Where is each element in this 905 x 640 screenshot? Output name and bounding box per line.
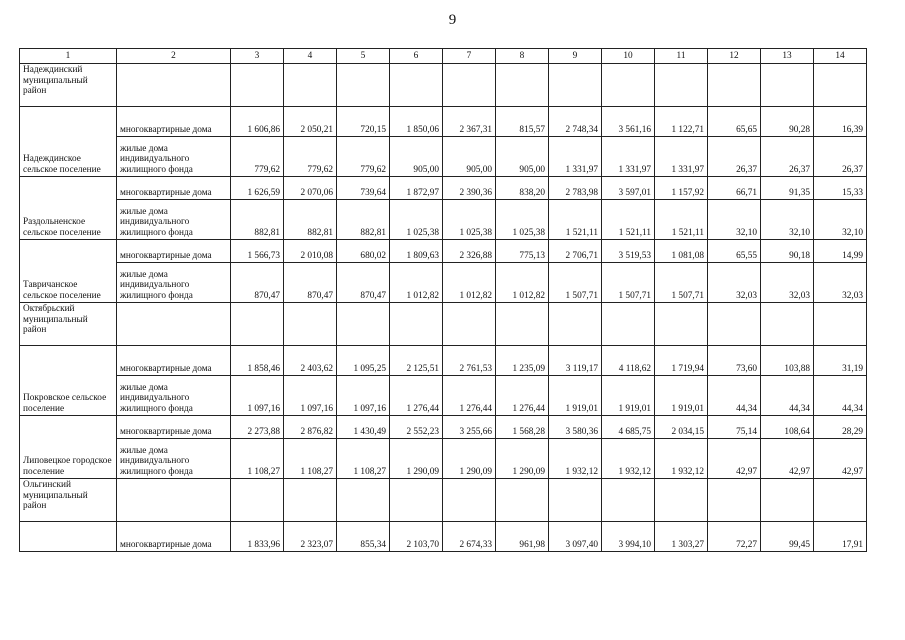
housing-type: многоквартирные дома xyxy=(117,346,231,376)
empty-cell xyxy=(814,64,867,107)
empty-cell xyxy=(231,64,284,107)
table-cell: 1 507,71 xyxy=(602,263,655,303)
table-cell: 882,81 xyxy=(231,200,284,240)
table-cell: 1 932,12 xyxy=(602,439,655,479)
column-header: 8 xyxy=(496,49,549,64)
table-cell: 1 108,27 xyxy=(284,439,337,479)
table-cell: 65,55 xyxy=(708,240,761,263)
table-cell: 16,39 xyxy=(814,107,867,137)
table-cell: 17,91 xyxy=(814,522,867,552)
table-cell: 739,64 xyxy=(337,177,390,200)
column-header: 10 xyxy=(602,49,655,64)
column-header: 12 xyxy=(708,49,761,64)
table-cell: 14,99 xyxy=(814,240,867,263)
table-cell: 1 157,92 xyxy=(655,177,708,200)
table-cell: 1 097,16 xyxy=(337,376,390,416)
housing-type: жилые дома индивидуального жилищного фонда xyxy=(117,439,231,479)
table-cell: 2 273,88 xyxy=(231,416,284,439)
district-name: Ольгинский муниципальный район xyxy=(20,479,117,522)
empty-cell xyxy=(549,64,602,107)
table-cell: 2 748,34 xyxy=(549,107,602,137)
table-cell: 2 761,53 xyxy=(443,346,496,376)
table-cell: 3 561,16 xyxy=(602,107,655,137)
table-cell: 2 390,36 xyxy=(443,177,496,200)
column-header: 7 xyxy=(443,49,496,64)
column-header: 11 xyxy=(655,49,708,64)
empty-cell xyxy=(337,479,390,522)
district-name: Надеждинский муниципальный район xyxy=(20,64,117,107)
table-cell: 1 606,86 xyxy=(231,107,284,137)
table-cell: 32,10 xyxy=(814,200,867,240)
table-cell: 26,37 xyxy=(708,137,761,177)
table-cell: 42,97 xyxy=(708,439,761,479)
table-cell: 2 674,33 xyxy=(443,522,496,552)
table-cell: 1 872,97 xyxy=(390,177,443,200)
column-header: 3 xyxy=(231,49,284,64)
empty-cell xyxy=(496,64,549,107)
table-cell: 1 012,82 xyxy=(443,263,496,303)
column-header: 4 xyxy=(284,49,337,64)
column-header: 2 xyxy=(117,49,231,64)
table-cell: 3 597,01 xyxy=(602,177,655,200)
empty-cell xyxy=(117,64,231,107)
empty-cell xyxy=(761,303,814,346)
housing-type: жилые дома индивидуального жилищного фонда xyxy=(117,376,231,416)
table-row xyxy=(20,416,867,439)
table-cell: 44,34 xyxy=(814,376,867,416)
table-cell: 680,02 xyxy=(337,240,390,263)
table-cell: 882,81 xyxy=(284,200,337,240)
table-cell: 42,97 xyxy=(761,439,814,479)
table-cell: 3 580,36 xyxy=(549,416,602,439)
table-cell: 66,71 xyxy=(708,177,761,200)
table-row xyxy=(20,240,867,263)
table-cell: 1 568,28 xyxy=(496,416,549,439)
table-row xyxy=(20,439,867,479)
empty-cell xyxy=(655,64,708,107)
empty-cell xyxy=(549,303,602,346)
table-cell: 2 103,70 xyxy=(390,522,443,552)
table-cell: 1 276,44 xyxy=(496,376,549,416)
empty-cell xyxy=(602,303,655,346)
table-cell: 961,98 xyxy=(496,522,549,552)
table-cell: 1 521,11 xyxy=(549,200,602,240)
empty-cell xyxy=(549,479,602,522)
table-cell: 1 331,97 xyxy=(602,137,655,177)
table-cell: 2 783,98 xyxy=(549,177,602,200)
table-cell: 3 119,17 xyxy=(549,346,602,376)
table-cell: 99,45 xyxy=(761,522,814,552)
empty-cell xyxy=(708,479,761,522)
table-cell: 2 876,82 xyxy=(284,416,337,439)
table-cell: 2 050,21 xyxy=(284,107,337,137)
table-cell: 90,18 xyxy=(761,240,814,263)
table-cell: 838,20 xyxy=(496,177,549,200)
table-cell: 779,62 xyxy=(337,137,390,177)
table-body xyxy=(20,64,867,552)
housing-type: жилые дома индивидуального жилищного фонда xyxy=(117,263,231,303)
settlement-name: Раздольненское сельское поселение xyxy=(20,177,117,240)
table-cell: 1 095,25 xyxy=(337,346,390,376)
empty-cell xyxy=(443,479,496,522)
table-cell: 2 010,08 xyxy=(284,240,337,263)
table-cell: 2 034,15 xyxy=(655,416,708,439)
table-cell: 108,64 xyxy=(761,416,814,439)
table-cell: 72,27 xyxy=(708,522,761,552)
housing-type: многоквартирные дома xyxy=(117,240,231,263)
table-cell: 1 809,63 xyxy=(390,240,443,263)
table-cell: 15,33 xyxy=(814,177,867,200)
district-row xyxy=(20,479,867,522)
table-cell: 73,60 xyxy=(708,346,761,376)
settlement-name xyxy=(20,522,117,552)
table-cell: 1 507,71 xyxy=(549,263,602,303)
table-cell: 1 932,12 xyxy=(655,439,708,479)
table-cell: 103,88 xyxy=(761,346,814,376)
table-cell: 1 290,09 xyxy=(496,439,549,479)
housing-type: жилые дома индивидуального жилищного фонда xyxy=(117,137,231,177)
empty-cell xyxy=(390,479,443,522)
table-cell: 75,14 xyxy=(708,416,761,439)
table-cell: 32,03 xyxy=(761,263,814,303)
table-cell: 3 255,66 xyxy=(443,416,496,439)
table-cell: 1 025,38 xyxy=(496,200,549,240)
table-row xyxy=(20,263,867,303)
table-cell: 1 290,09 xyxy=(390,439,443,479)
table-cell: 1 507,71 xyxy=(655,263,708,303)
empty-cell xyxy=(117,303,231,346)
empty-cell xyxy=(337,64,390,107)
table-cell: 1 235,09 xyxy=(496,346,549,376)
empty-cell xyxy=(496,479,549,522)
table-cell: 1 097,16 xyxy=(231,376,284,416)
table-cell: 1 521,11 xyxy=(602,200,655,240)
table-cell: 1 521,11 xyxy=(655,200,708,240)
housing-type: многоквартирные дома xyxy=(117,416,231,439)
empty-cell xyxy=(117,479,231,522)
table-row xyxy=(20,137,867,177)
table-cell: 1 108,27 xyxy=(337,439,390,479)
empty-cell xyxy=(337,303,390,346)
empty-cell xyxy=(814,303,867,346)
table-cell: 720,15 xyxy=(337,107,390,137)
table-cell: 44,34 xyxy=(708,376,761,416)
table-cell: 28,29 xyxy=(814,416,867,439)
empty-cell xyxy=(761,64,814,107)
empty-cell xyxy=(390,303,443,346)
table-cell: 26,37 xyxy=(814,137,867,177)
table-cell: 3 097,40 xyxy=(549,522,602,552)
empty-cell xyxy=(284,479,337,522)
table-cell: 1 850,06 xyxy=(390,107,443,137)
column-header: 13 xyxy=(761,49,814,64)
empty-cell xyxy=(761,479,814,522)
table-cell: 2 552,23 xyxy=(390,416,443,439)
table-cell: 42,97 xyxy=(814,439,867,479)
empty-cell xyxy=(655,479,708,522)
table-cell: 1 108,27 xyxy=(231,439,284,479)
table-cell: 1 430,49 xyxy=(337,416,390,439)
table-cell: 32,03 xyxy=(708,263,761,303)
table-cell: 2 403,62 xyxy=(284,346,337,376)
table-row xyxy=(20,200,867,240)
table-row xyxy=(20,346,867,376)
table-cell: 32,10 xyxy=(708,200,761,240)
table-cell: 779,62 xyxy=(284,137,337,177)
table-cell: 1 932,12 xyxy=(549,439,602,479)
district-name: Октябрьский муниципальный район xyxy=(20,303,117,346)
table-cell: 26,37 xyxy=(761,137,814,177)
empty-cell xyxy=(708,303,761,346)
table-row xyxy=(20,177,867,200)
table-row xyxy=(20,376,867,416)
housing-type: многоквартирные дома xyxy=(117,107,231,137)
table-cell: 2 367,31 xyxy=(443,107,496,137)
table-cell: 1 919,01 xyxy=(655,376,708,416)
table-cell: 870,47 xyxy=(284,263,337,303)
table-cell: 815,57 xyxy=(496,107,549,137)
table-cell: 65,65 xyxy=(708,107,761,137)
table-cell: 2 326,88 xyxy=(443,240,496,263)
column-header: 9 xyxy=(549,49,602,64)
table-cell: 1 122,71 xyxy=(655,107,708,137)
table-cell: 1 626,59 xyxy=(231,177,284,200)
table-cell: 1 566,73 xyxy=(231,240,284,263)
settlement-name: Липовецкое городское поселение xyxy=(20,416,117,479)
empty-cell xyxy=(443,303,496,346)
table-cell: 2 125,51 xyxy=(390,346,443,376)
table-cell: 1 919,01 xyxy=(549,376,602,416)
column-header: 14 xyxy=(814,49,867,64)
table-cell: 2 323,07 xyxy=(284,522,337,552)
empty-cell xyxy=(284,303,337,346)
table-cell: 1 012,82 xyxy=(390,263,443,303)
page-number: 9 xyxy=(448,12,457,28)
column-header: 6 xyxy=(390,49,443,64)
table-cell: 4 685,75 xyxy=(602,416,655,439)
table-cell: 1 833,96 xyxy=(231,522,284,552)
empty-cell xyxy=(443,64,496,107)
table-cell: 1 025,38 xyxy=(443,200,496,240)
empty-cell xyxy=(814,479,867,522)
housing-type: многоквартирные дома xyxy=(117,177,231,200)
empty-cell xyxy=(655,303,708,346)
empty-cell xyxy=(231,479,284,522)
column-header: 1 xyxy=(20,49,117,64)
tariff-table xyxy=(19,48,867,552)
table-cell: 4 118,62 xyxy=(602,346,655,376)
table-cell: 90,28 xyxy=(761,107,814,137)
table-cell: 779,62 xyxy=(231,137,284,177)
table-cell: 2 706,71 xyxy=(549,240,602,263)
table-cell: 1 858,46 xyxy=(231,346,284,376)
table-row xyxy=(20,522,867,552)
district-row xyxy=(20,303,867,346)
table-cell: 775,13 xyxy=(496,240,549,263)
table-cell: 870,47 xyxy=(337,263,390,303)
table-cell: 1 290,09 xyxy=(443,439,496,479)
table-cell: 31,19 xyxy=(814,346,867,376)
empty-cell xyxy=(390,64,443,107)
empty-cell xyxy=(231,303,284,346)
table-cell: 870,47 xyxy=(231,263,284,303)
table-cell: 1 276,44 xyxy=(390,376,443,416)
empty-cell xyxy=(602,64,655,107)
table-cell: 905,00 xyxy=(390,137,443,177)
table-row xyxy=(20,107,867,137)
table-cell: 1 097,16 xyxy=(284,376,337,416)
empty-cell xyxy=(708,64,761,107)
table-cell: 32,03 xyxy=(814,263,867,303)
empty-cell xyxy=(602,479,655,522)
table-cell: 3 519,53 xyxy=(602,240,655,263)
table-cell: 91,35 xyxy=(761,177,814,200)
settlement-name: Надеждинское сельское поселение xyxy=(20,107,117,177)
empty-cell xyxy=(284,64,337,107)
table-cell: 1 303,27 xyxy=(655,522,708,552)
table-cell: 855,34 xyxy=(337,522,390,552)
table-cell: 1 331,97 xyxy=(655,137,708,177)
table-cell: 1 919,01 xyxy=(602,376,655,416)
settlement-name: Покровское сельское поселение xyxy=(20,346,117,416)
housing-type: жилые дома индивидуального жилищного фонда xyxy=(117,200,231,240)
table-cell: 1 719,94 xyxy=(655,346,708,376)
district-row xyxy=(20,64,867,107)
table-cell: 32,10 xyxy=(761,200,814,240)
column-number-row xyxy=(20,49,867,64)
table-cell: 44,34 xyxy=(761,376,814,416)
column-header: 5 xyxy=(337,49,390,64)
table-cell: 882,81 xyxy=(337,200,390,240)
table-cell: 905,00 xyxy=(496,137,549,177)
table-cell: 3 994,10 xyxy=(602,522,655,552)
table-cell: 905,00 xyxy=(443,137,496,177)
empty-cell xyxy=(496,303,549,346)
table-cell: 1 012,82 xyxy=(496,263,549,303)
table-cell: 2 070,06 xyxy=(284,177,337,200)
table-cell: 1 331,97 xyxy=(549,137,602,177)
table-cell: 1 025,38 xyxy=(390,200,443,240)
settlement-name: Тавричанское сельское поселение xyxy=(20,240,117,303)
table-cell: 1 276,44 xyxy=(443,376,496,416)
table-cell: 1 081,08 xyxy=(655,240,708,263)
housing-type: многоквартирные дома xyxy=(117,522,231,552)
